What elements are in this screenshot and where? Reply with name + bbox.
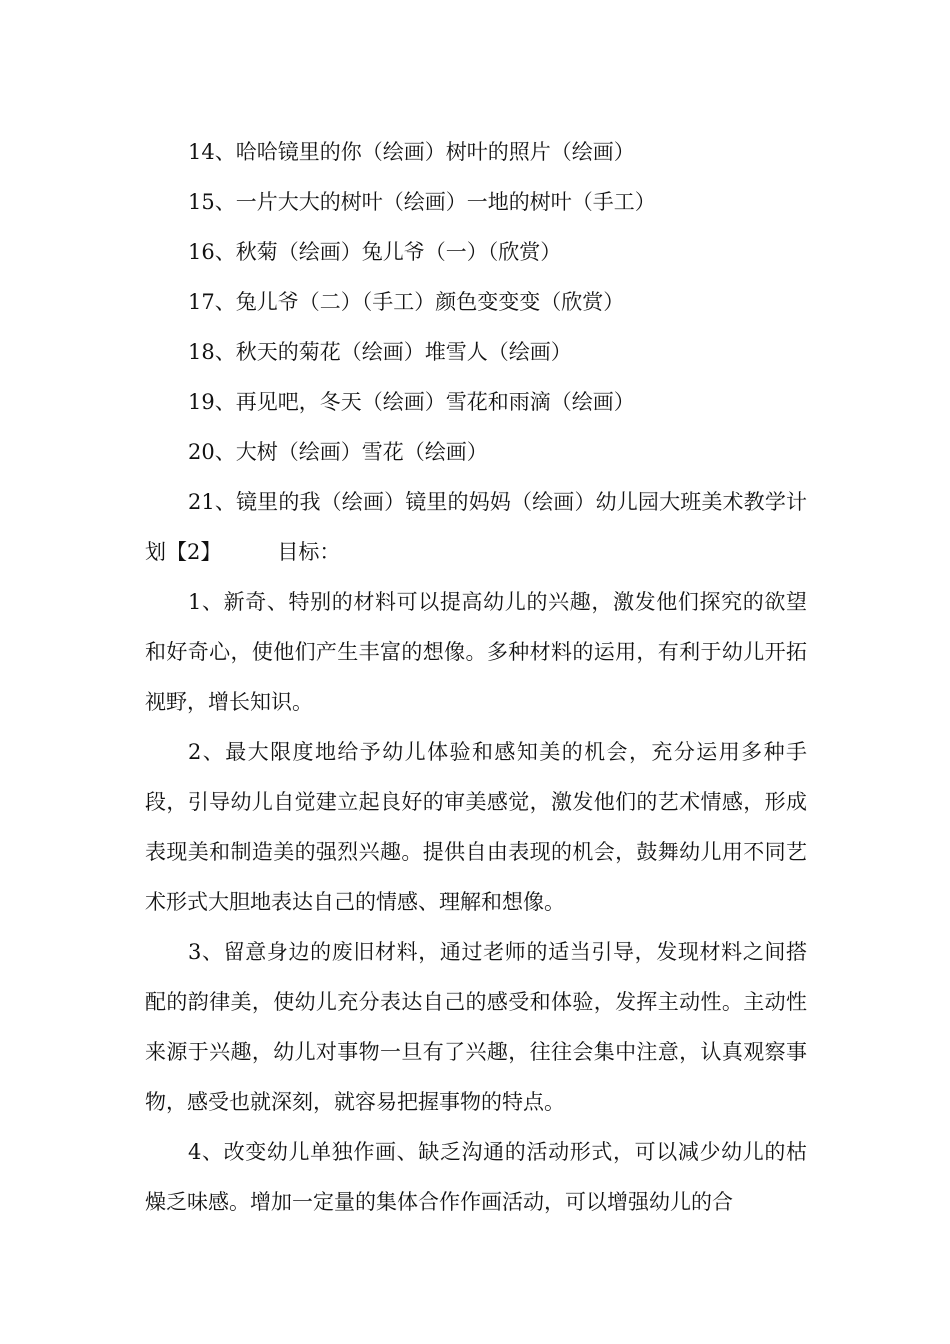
list-item-16: 16、秋菊（绘画）兔儿爷（一）（欣赏）: [188, 240, 562, 264]
list-item-14: 14、哈哈镜里的你（绘画）树叶的照片（绘画）: [188, 140, 635, 164]
goal-paragraph-2: 2、最大限度地给予幼儿体验和感知美的机会，充分运用多种手段，引导幼儿自觉建立起良好的审美感觉，激发他们的艺术情感，形成表现美和制造美的强烈兴趣。提供自由表现的机会，鼓舞幼儿用不同艺术形式大胆地表达自己的情感、理解和想像。: [145, 740, 807, 914]
list-item-20: 20、大树（绘画）雪花（绘画）: [188, 440, 488, 464]
list-item-21-with-heading: [145, 477, 807, 577]
item-21-text: 21、镜里的我（绘画）镜里的妈妈（绘画）幼儿园大班美术教学计划【2】: [145, 490, 807, 564]
document-body: [145, 127, 807, 1227]
list-item-18: 18、秋天的菊花（绘画）堆雪人（绘画）: [188, 340, 572, 364]
list-item-15: 15、一片大大的树叶（绘画）一地的树叶（手工）: [188, 190, 656, 214]
goal-paragraph-3: 3、留意身边的废旧材料，通过老师的适当引导，发现材料之间搭配的韵律美，使幼儿充分表达自己的感受和体验，发挥主动性。主动性来源于兴趣，幼儿对事物一旦有了兴趣，往往会集中注意，认真观察事物，感受也就深刻，就容易把握事物的特点。: [145, 940, 807, 1114]
goal-label: 目标：: [277, 540, 341, 564]
list-item-19: 19、再见吧，冬天（绘画）雪花和雨滴（绘画）: [188, 390, 635, 414]
goal-paragraph-1: 1、新奇、特别的材料可以提高幼儿的兴趣，激发他们探究的欲望和好奇心，使他们产生丰富的想像。多种材料的运用，有利于幼儿开拓视野，增长知识。: [145, 590, 807, 714]
list-item-17: 17、兔儿爷（二）（手工）颜色变变变（欣赏）: [188, 290, 625, 314]
goal-paragraph-4: 4、改变幼儿单独作画、缺乏沟通的活动形式，可以减少幼儿的枯燥乏味感。增加一定量的集体合作作画活动，可以增强幼儿的合: [145, 1140, 807, 1214]
